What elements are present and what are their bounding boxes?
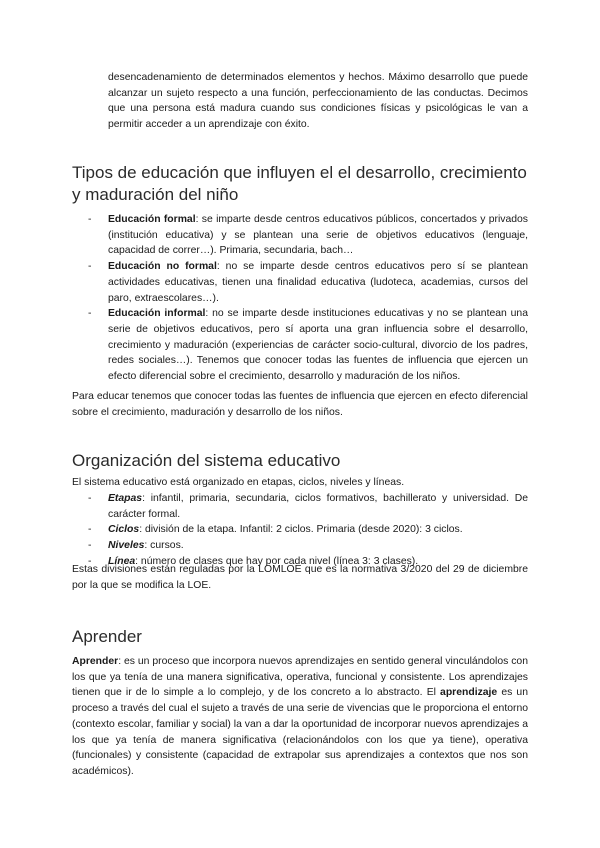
section-title-tipos-educacion: Tipos de educación que influyen el el desarrollo, crecimiento y maduración del niño [72, 163, 527, 204]
text: es un proceso a través del cual el sujeto a través de una serie de vivencias que le proporciona el entorno (contexto escolar, familiar y social) la van a dar la oportunidad de incorporar nuevos aprendizajes a los que ya tenía de manera significativa (relacionándolos con los que ya tiene), operativa (funcionales) y consistente (capacidad de extrapolar sus aprendizajes a contextos que nos son académicos). [72, 687, 528, 777]
list-item [88, 491, 528, 522]
definition: : se imparte desde centros educativos públicos, concertados y privados (institución educativa) y se plantean una serie de objetivos educativos (lenguaje, capacidad de correr…). Primaria, secundaria, bach… [108, 214, 528, 257]
section-title-aprender: Aprender [72, 627, 142, 646]
definition: : infantil, primaria, secundaria, ciclos formativos, bachillerato y universidad. De carácter formal. [108, 493, 528, 520]
bullet-dash: - [88, 540, 92, 552]
list-item [88, 306, 528, 385]
section1-closing: Para educar tenemos que conocer todas las fuentes de influencia que ejercen en efecto diferencial sobre el crecimiento, maduración y desarrollo de los niños. [72, 391, 528, 418]
section2-intro: El sistema educativo está organizado en etapas, ciclos, niveles y líneas. [72, 477, 405, 488]
aprender-paragraph [72, 654, 528, 780]
list-item [88, 212, 528, 259]
bullet-dash: - [88, 261, 92, 273]
term: Etapas [108, 493, 143, 504]
term: Educación no formal [108, 261, 217, 273]
bullet-dash: - [88, 308, 92, 320]
tipos-educacion-list [88, 212, 529, 385]
term: Aprender [72, 656, 119, 667]
organizacion-list [88, 491, 528, 570]
section-title-organizacion: Organización del sistema educativo [72, 451, 341, 470]
section2-closing: Estas divisiones están reguladas por la LOMLOE que es la normativa 3/2020 del 29 de diciembre por la que se modifica la LOE. [72, 564, 528, 591]
list-item [88, 538, 528, 554]
term: Educación informal [108, 308, 206, 320]
bullet-dash: - [88, 493, 92, 504]
bullet-dash: - [88, 214, 92, 225]
definition: : división de la etapa. Infantil: 2 ciclos. Primaria (desde 2020): 3 ciclos. [139, 524, 463, 536]
definition: : número de clases que hay por cada nivel (línea 3: 3 clases). [135, 555, 419, 567]
term: Línea [108, 555, 136, 567]
term: aprendizaje [440, 687, 498, 699]
bullet-dash: - [88, 524, 92, 536]
definition: : cursos. [144, 540, 184, 552]
bullet-dash: - [88, 555, 92, 567]
term: Niveles [108, 540, 145, 552]
text: : es un proceso que incorpora nuevos aprendizajes en sentido general vinculándolos con los que ya tenía de una manera significativa, operativa, funcional y consistente. Los aprendizajes tienen que ir de lo simple a lo complejo, y de los concreto a lo abstracto. El [72, 656, 528, 699]
intro-paragraph: desencadenamiento de determinados elementos y hechos. Máximo desarrollo que puede alcanzar un sujeto respecto a una función, perfeccionamiento de las conductas. Decimos que una persona está madura cuando sus condiciones físicas y psicológicas le van a permitir acceder a un aprendizaje con éxito. [108, 72, 528, 131]
definition: : no se imparte desde centros educativos pero sí se plantean actividades educativas, tienen una finalidad educativa (ludoteca, academias, cursos del paro, extraescolares…). [108, 261, 529, 304]
list-item [88, 259, 529, 306]
list-item [88, 522, 528, 538]
term: Ciclos [108, 524, 140, 536]
definition: : no se imparte desde instituciones educativas y no se plantean una serie de objetivos educativos, pero sí aporta una gran influencia sobre el desarrollo, crecimiento y maduración (experiencias de carácter socio-cultural, divorcio de los padres, redes sociales…). Tenemos que conocer todas las fuentes de influencia que ejercen un efecto diferencial sobre el crecimiento, desarrollo y maduración de los niños. [108, 308, 528, 383]
term: Educación formal [108, 214, 196, 225]
